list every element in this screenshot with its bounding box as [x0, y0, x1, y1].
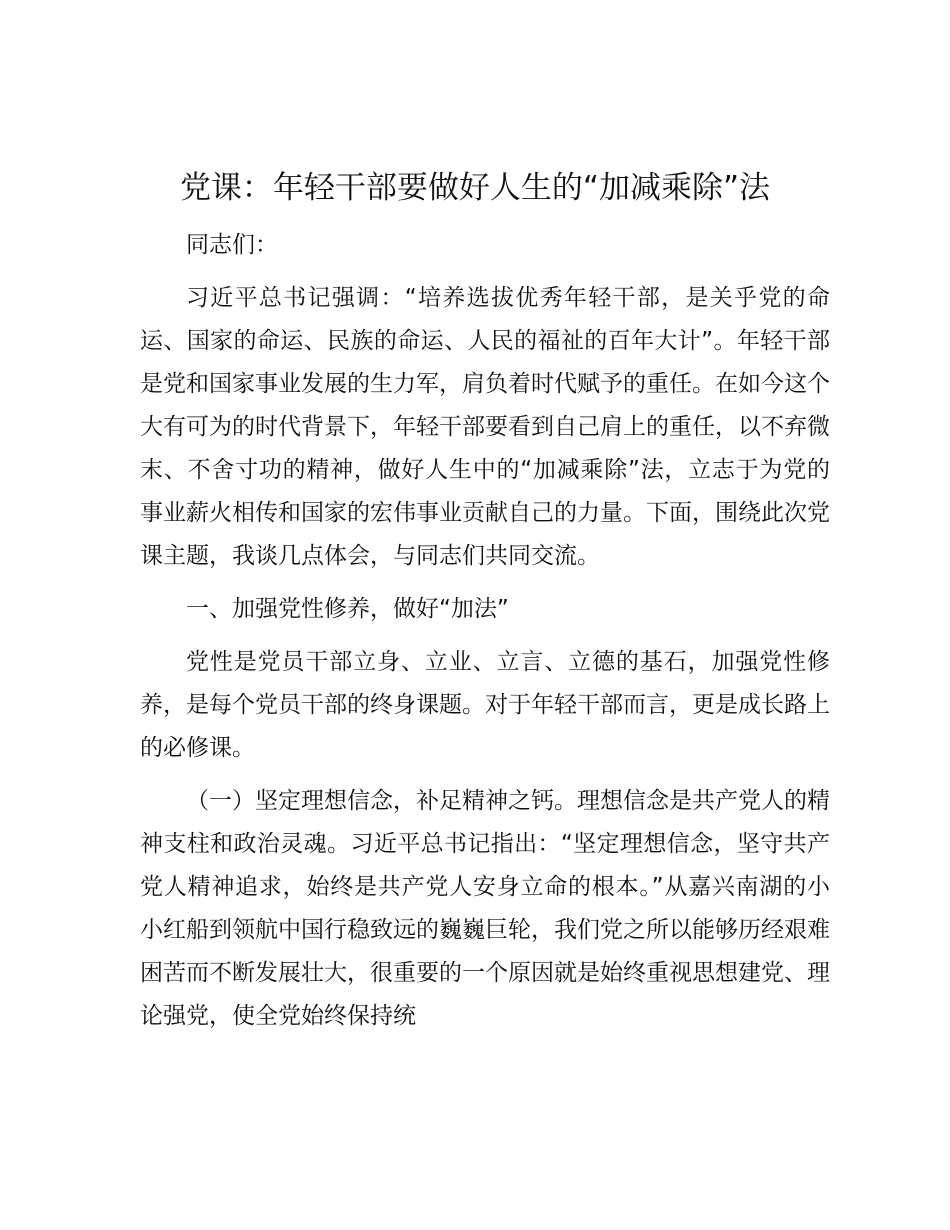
paragraph-party-spirit: 党性是党员干部立身、立业、立言、立德的基石，加强党性修养，是每个党员干部的终身课题。对于年轻干部而言，更是成长路上的必修课。 [140, 649, 830, 761]
paragraph-intro: 习近平总书记强调：“培养选拔优秀年轻干部，是关乎党的命运、国家的命运、民族的命运、人民的福祉的百年大计”。年轻干部是党和国家事业发展的生力军，肩负着时代赋予的重任。在如今这个大有可为的时代背景下，年轻干部要看到自己肩上的重任，以不弃微末、不舍寸功的精神，做好人生中的“加减乘除”法，立志于为党的事业薪火相传和国家的宏伟事业贡献自己的力量。下面，围绕此次党课主题，我谈几点体会，与同志们共同交流。 [140, 285, 830, 569]
salutation: 同志们： [186, 232, 278, 258]
paragraph-ideals: （一）坚定理想信念，补足精神之钙。理想信念是共产党人的精神支柱和政治灵魂。习近平总书记指出：“坚定理想信念，坚守共产党人精神追求，始终是共产党人安身立命的根本。”从嘉兴南湖的小小红船到领航中国行稳致远的巍巍巨轮，我们党之所以能够历经艰难困苦而不断发展壮大，很重要的一个原因就是始终重视思想建党、理论强党，使全党始终保持统 [140, 788, 830, 1029]
document-title: 党课：年轻干部要做好人生的“加减乘除”法 [179, 170, 771, 206]
document-body [140, 224, 830, 1038]
section-heading-1: 一、加强党性修养，做好“加法” [186, 596, 509, 622]
